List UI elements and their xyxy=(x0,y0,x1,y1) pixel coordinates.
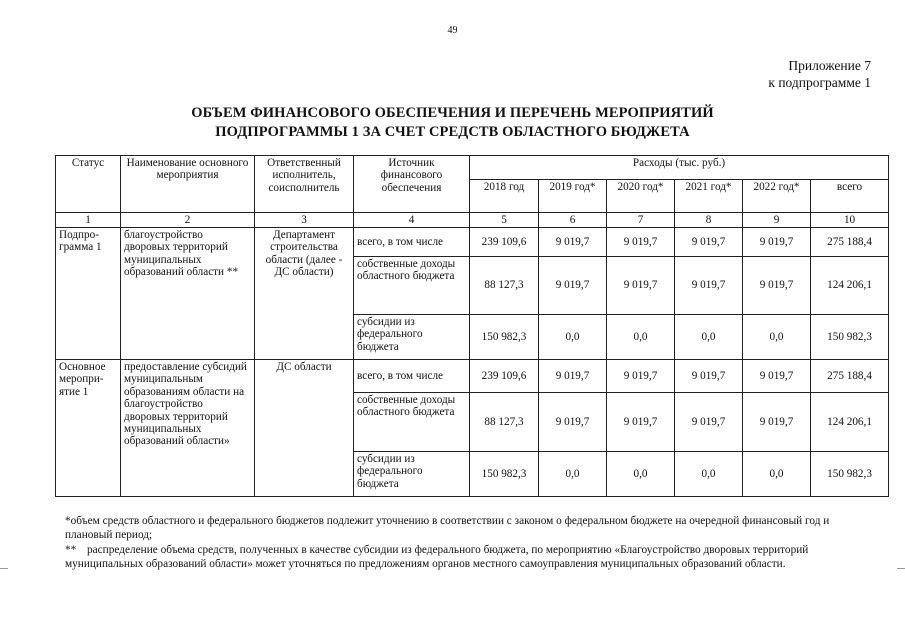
value-cell: 0,0 xyxy=(539,452,607,497)
funding-source-cell: всего, в том числе xyxy=(354,360,470,393)
footnote-2-text: распределение объема средств, полученных в качестве субсидии из федерального бюджета, по мероприятию «Благоустройство дворовых территорий муниципальных образований области» может уточняться по предложениям органов местного самоуправления муниципальных образований области. xyxy=(65,544,809,570)
funding-source-cell: собственные доходы областного бюджета xyxy=(354,393,470,452)
value-cell: 150 982,3 xyxy=(470,315,539,360)
scan-edge-mark xyxy=(897,568,905,569)
value-cell: 9 019,7 xyxy=(743,360,811,393)
value-cell: 0,0 xyxy=(675,452,743,497)
value-cell: 9 019,7 xyxy=(607,393,675,452)
appendix-line-2: к подпрограмме 1 xyxy=(768,75,871,90)
column-number: 9 xyxy=(743,213,811,228)
table-row xyxy=(56,228,889,257)
column-number: 3 xyxy=(255,213,354,228)
header-year-2018: 2018 год xyxy=(470,180,539,213)
budget-table xyxy=(55,155,889,497)
header-year-2019: 2019 год* xyxy=(539,180,607,213)
value-cell: 0,0 xyxy=(675,315,743,360)
footnotes xyxy=(65,514,855,572)
value-cell: 150 982,3 xyxy=(811,315,889,360)
value-cell: 9 019,7 xyxy=(539,228,607,257)
column-number: 2 xyxy=(121,213,255,228)
funding-source-cell: субсидии из федерального бюджета xyxy=(354,452,470,497)
status-cell: Подпро-грамма 1 xyxy=(56,228,121,360)
header-year-2022: 2022 год* xyxy=(743,180,811,213)
value-cell: 9 019,7 xyxy=(607,360,675,393)
column-number: 1 xyxy=(56,213,121,228)
value-cell: 124 206,1 xyxy=(811,257,889,315)
value-cell: 150 982,3 xyxy=(470,452,539,497)
header-year-2021: 2021 год* xyxy=(675,180,743,213)
funding-source-cell: всего, в том числе xyxy=(354,228,470,257)
title-line-1: ОБЪЕМ ФИНАНСОВОГО ОБЕСПЕЧЕНИЯ И ПЕРЕЧЕНЬ МЕРОПРИЯТИЙ xyxy=(191,105,714,121)
value-cell: 275 188,4 xyxy=(811,228,889,257)
funding-source-cell: собственные доходы областного бюджета xyxy=(354,257,470,315)
scan-edge-mark xyxy=(0,568,8,569)
activity-name-cell: благоустройство дворовых территорий муниципальных образований области ** xyxy=(121,228,255,360)
header-executor: Ответственный исполнитель, соисполнитель xyxy=(255,156,354,213)
header-expenses: Расходы (тыс. руб.) xyxy=(470,156,889,180)
table-row xyxy=(56,360,889,393)
value-cell: 0,0 xyxy=(607,452,675,497)
appendix-line-1: Приложение 7 xyxy=(788,58,871,73)
value-cell: 88 127,3 xyxy=(470,257,539,315)
value-cell: 9 019,7 xyxy=(607,228,675,257)
executor-cell: Департамент строительства области (далее - ДС области) xyxy=(255,228,354,360)
footnote-1: *объем средств областного и федерального бюджетов подлежит уточнению в соответствии с законом о федеральном бюджете на очередной финансовый год и плановый период; xyxy=(65,515,830,541)
value-cell: 0,0 xyxy=(743,315,811,360)
value-cell: 9 019,7 xyxy=(675,257,743,315)
value-cell: 9 019,7 xyxy=(539,393,607,452)
header-activity-name: Наименование основного мероприятия xyxy=(121,156,255,213)
column-number: 7 xyxy=(607,213,675,228)
value-cell: 9 019,7 xyxy=(675,228,743,257)
value-cell: 9 019,7 xyxy=(675,393,743,452)
appendix-reference xyxy=(768,57,871,91)
value-cell: 150 982,3 xyxy=(811,452,889,497)
funding-source-cell: субсидии из федерального бюджета xyxy=(354,315,470,360)
value-cell: 275 188,4 xyxy=(811,360,889,393)
value-cell: 9 019,7 xyxy=(539,257,607,315)
column-number: 10 xyxy=(811,213,889,228)
title-line-2: ПОДПРОГРАММЫ 1 ЗА СЧЕТ СРЕДСТВ ОБЛАСТНОГО БЮДЖЕТА xyxy=(215,124,690,140)
column-number: 4 xyxy=(354,213,470,228)
column-number: 8 xyxy=(675,213,743,228)
value-cell: 9 019,7 xyxy=(539,360,607,393)
header-funding-source: Источник финансового обеспечения xyxy=(354,156,470,213)
column-number: 6 xyxy=(539,213,607,228)
footnote-2-mark: ** xyxy=(65,544,77,556)
value-cell: 9 019,7 xyxy=(743,257,811,315)
value-cell: 0,0 xyxy=(743,452,811,497)
header-total: всего xyxy=(811,180,889,213)
executor-cell: ДС области xyxy=(255,360,354,497)
value-cell: 239 109,6 xyxy=(470,228,539,257)
document-title xyxy=(0,104,905,142)
value-cell: 0,0 xyxy=(539,315,607,360)
value-cell: 124 206,1 xyxy=(811,393,889,452)
value-cell: 9 019,7 xyxy=(743,228,811,257)
header-status: Статус xyxy=(56,156,121,213)
value-cell: 9 019,7 xyxy=(675,360,743,393)
value-cell: 9 019,7 xyxy=(743,393,811,452)
header-year-2020: 2020 год* xyxy=(607,180,675,213)
value-cell: 88 127,3 xyxy=(470,393,539,452)
status-cell: Основное меропри-ятие 1 xyxy=(56,360,121,497)
value-cell: 239 109,6 xyxy=(470,360,539,393)
column-number: 5 xyxy=(470,213,539,228)
value-cell: 9 019,7 xyxy=(607,257,675,315)
activity-name-cell: предоставление субсидий муниципальным образованиям области на благоустройство дворовых территорий муниципальных образований области» xyxy=(121,360,255,497)
page-number: 49 xyxy=(447,25,458,36)
value-cell: 0,0 xyxy=(607,315,675,360)
footnote-2 xyxy=(65,543,855,571)
